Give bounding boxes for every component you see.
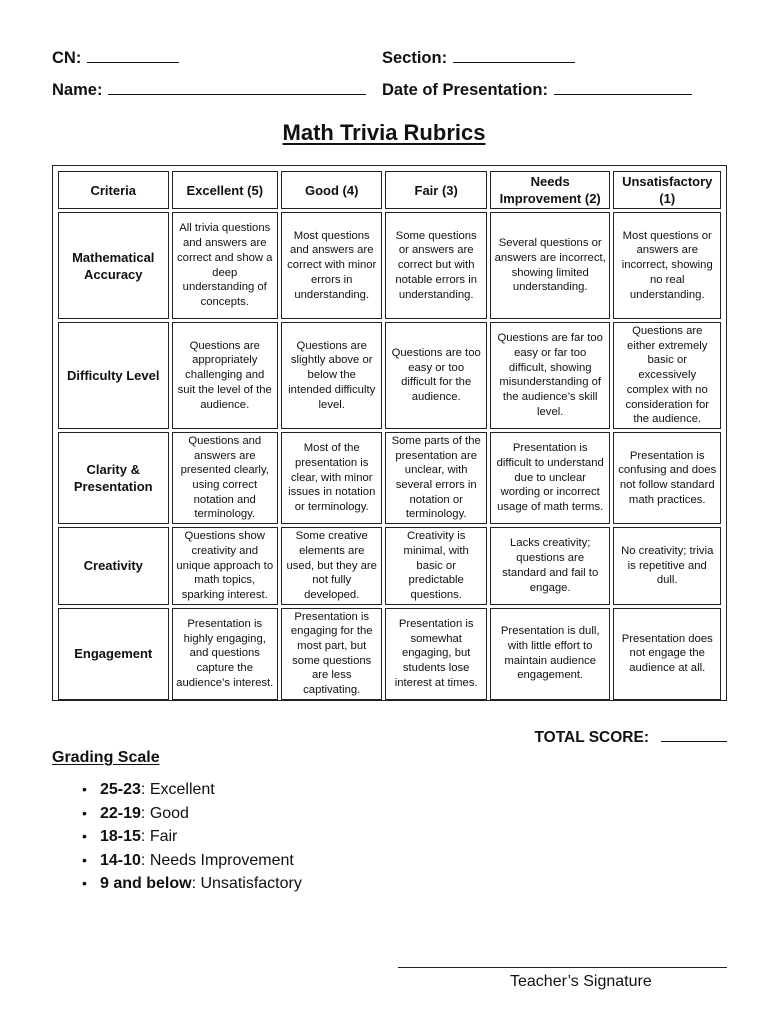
grade-label: : Needs Improvement xyxy=(140,851,294,869)
list-item xyxy=(100,849,302,873)
section-field xyxy=(382,49,575,68)
grade-label: : Excellent xyxy=(140,781,215,798)
rubric-cell: Presentation is highly engaging, and questions capture the audience’s interest. xyxy=(172,608,278,700)
rubric-cell: Questions are far too easy or far too difficult, showing misunderstanding of the audience’s skill level. xyxy=(490,322,611,429)
rubric-cell: Presentation does not engage the audience at all. xyxy=(613,608,721,700)
rubric-cell: Lacks creativity; questions are standard and fail to engage. xyxy=(490,527,611,605)
list-item xyxy=(100,872,302,896)
rubric-cell: Most of the presentation is clear, with minor issues in notation or terminology. xyxy=(281,432,382,524)
criteria-cell: Difficulty Level xyxy=(58,322,169,429)
grading-scale-title: Grading Scale xyxy=(52,749,160,766)
rubric-cell: Presentation is difficult to understand due to unclear wording or incorrect usage of math terms. xyxy=(490,432,611,524)
section-blank-line xyxy=(453,62,575,63)
rubric-cell: Presentation is confusing and does not follow standard math practices. xyxy=(613,432,721,524)
date-field xyxy=(382,81,692,100)
criteria-cell: Engagement xyxy=(58,608,169,700)
grade-range: 22-19 xyxy=(100,804,141,822)
grading-scale-list xyxy=(100,778,302,896)
name-field xyxy=(52,81,366,100)
header-excellent: Excellent (5) xyxy=(172,171,278,209)
cn-field xyxy=(52,49,179,68)
rubric-cell: Several questions or answers are incorrect, showing limited understanding. xyxy=(490,212,611,319)
grade-range: 18-15 xyxy=(100,828,141,845)
rubric-row-creativity xyxy=(58,527,721,605)
name-label: Name: xyxy=(52,81,103,99)
total-score-label: TOTAL SCORE: xyxy=(534,729,649,746)
rubric-cell: Presentation is dull, with little effort to maintain audience engagement. xyxy=(490,608,611,700)
grade-label: : Unsatisfactory xyxy=(191,875,302,892)
section-label: Section: xyxy=(382,49,448,67)
header-good: Good (4) xyxy=(281,171,382,209)
grade-range: 25-23 xyxy=(100,781,141,798)
rubric-row-difficulty-level xyxy=(58,322,721,429)
total-score xyxy=(534,729,727,747)
rubric-table xyxy=(55,168,724,703)
criteria-cell: Mathematical Accuracy xyxy=(58,212,169,319)
rubric-cell: Questions show creativity and unique approach to math topics, sparking interest. xyxy=(172,527,278,605)
rubric-row-engagement xyxy=(58,608,721,700)
grade-range: 9 and below xyxy=(100,875,192,892)
rubric-header-row xyxy=(58,171,721,209)
rubric-cell: No creativity; trivia is repetitive and dull. xyxy=(613,527,721,605)
rubric-cell: Questions are appropriately challenging and suit the level of the audience. xyxy=(172,322,278,429)
criteria-cell: Creativity xyxy=(58,527,169,605)
rubric-table-frame xyxy=(52,165,727,701)
header-criteria: Criteria xyxy=(58,171,169,209)
rubric-row-mathematical-accuracy xyxy=(58,212,721,319)
rubric-cell: Most questions or answers are incorrect, showing no real understanding. xyxy=(613,212,721,319)
signature-line xyxy=(398,967,727,968)
rubric-cell: Creativity is minimal, with basic or predictable questions. xyxy=(385,527,486,605)
header-fair: Fair (3) xyxy=(385,171,486,209)
list-item xyxy=(100,802,302,826)
name-blank-line xyxy=(108,94,366,95)
grade-range: 14-10 xyxy=(100,851,141,869)
rubric-cell: Some questions or answers are correct but with notable errors in understanding. xyxy=(385,212,486,319)
total-score-blank-line xyxy=(661,741,727,742)
rubric-cell: Questions and answers are presented clearly, using correct notation and terminology. xyxy=(172,432,278,524)
list-item xyxy=(100,825,302,849)
page-title-container xyxy=(0,120,768,146)
rubric-cell: Some creative elements are used, but they are not fully developed. xyxy=(281,527,382,605)
page-title: Math Trivia Rubrics xyxy=(282,120,486,145)
rubric-cell: Questions are slightly above or below the intended difficulty level. xyxy=(281,322,382,429)
rubric-cell: Presentation is somewhat engaging, but students lose interest at times. xyxy=(385,608,486,700)
rubric-cell: All trivia questions and answers are correct and show a deep understanding of concepts. xyxy=(172,212,278,319)
date-label: Date of Presentation: xyxy=(382,81,548,99)
date-blank-line xyxy=(554,94,692,95)
signature-label: Teacher’s Signature xyxy=(510,973,652,990)
cn-blank-line xyxy=(87,62,179,63)
rubric-cell: Presentation is engaging for the most part, but some questions are less captivating. xyxy=(281,608,382,700)
list-item xyxy=(100,778,302,802)
grade-label: : Fair xyxy=(140,828,178,845)
cn-label: CN: xyxy=(52,49,82,67)
header-needs-improvement: Needs Improvement (2) xyxy=(490,171,611,209)
criteria-cell: Clarity & Presentation xyxy=(58,432,169,524)
grade-label: : Good xyxy=(140,804,189,822)
rubric-cell: Most questions and answers are correct with minor errors in understanding. xyxy=(281,212,382,319)
header-unsatisfactory: Unsatisfactory (1) xyxy=(613,171,721,209)
rubric-row-clarity-presentation xyxy=(58,432,721,524)
rubric-cell: Some parts of the presentation are unclear, with several errors in notation or terminology. xyxy=(385,432,486,524)
rubric-cell: Questions are either extremely basic or excessively complex with no consideration for the audience. xyxy=(613,322,721,429)
rubric-cell: Questions are too easy or too difficult for the audience. xyxy=(385,322,486,429)
